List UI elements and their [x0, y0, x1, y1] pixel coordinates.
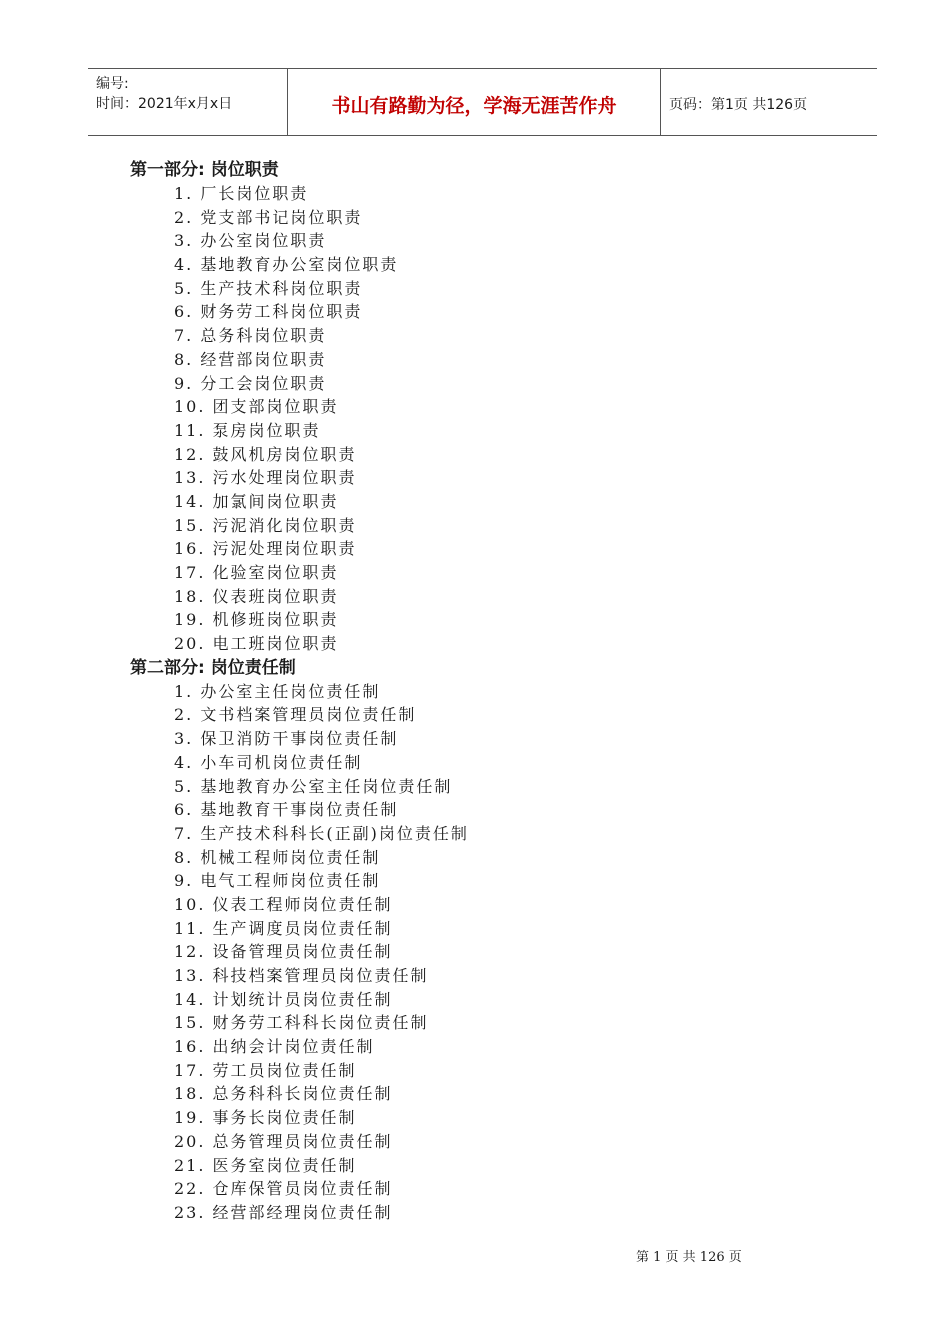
list-item: 12. 设备管理员岗位责任制	[174, 942, 393, 962]
list-item: 8. 经营部岗位职责	[174, 349, 327, 369]
list-item: 7. 总务科岗位职责	[174, 326, 327, 346]
header-meta-cell	[88, 69, 288, 135]
section	[130, 158, 830, 656]
list-item: 4. 小车司机岗位责任制	[174, 752, 363, 772]
header-motto-cell	[288, 69, 661, 135]
list-item: 10. 团支部岗位职责	[174, 397, 339, 417]
list-item: 17. 化验室岗位职责	[174, 563, 339, 582]
list-item: 23. 经营部经理岗位责任制	[174, 1202, 393, 1222]
list-item: 19. 事务长岗位责任制	[174, 1108, 357, 1128]
document-header	[88, 68, 877, 136]
table-of-contents	[130, 158, 830, 1225]
list-item: 20. 总务管理员岗位责任制	[174, 1131, 393, 1151]
page-footer: 第 1 页 共 126 页	[636, 1250, 742, 1265]
list-item: 14. 加氯间岗位职责	[174, 491, 339, 511]
section	[130, 656, 830, 1225]
section-title: 第一部分: 岗位职责	[130, 160, 279, 180]
list-item: 2. 文书档案管理员岗位责任制	[174, 705, 417, 725]
list-item: 15. 污泥消化岗位职责	[174, 515, 357, 535]
list-item: 5. 基地教育办公室主任岗位责任制	[174, 776, 453, 796]
list-item: 22. 仓库保管员岗位责任制	[174, 1179, 393, 1199]
list-item: 7. 生产技术科科长(正副)岗位责任制	[174, 823, 469, 843]
list-item: 1. 厂长岗位职责	[174, 184, 309, 203]
list-item: 4. 基地教育办公室岗位职责	[174, 255, 399, 275]
list-item: 20. 电工班岗位职责	[174, 634, 339, 654]
list-item: 15. 财务劳工科科长岗位责任制	[174, 1013, 429, 1033]
list-item: 11. 生产调度员岗位责任制	[174, 918, 393, 938]
list-item: 2. 党支部书记岗位职责	[174, 207, 363, 227]
list-item: 11. 泵房岗位职责	[174, 420, 321, 440]
number-label: 编号:	[96, 76, 129, 92]
list-item: 8. 机械工程师岗位责任制	[174, 847, 381, 867]
list-item: 9. 电气工程师岗位责任制	[174, 871, 381, 891]
list-item: 13. 污水处理岗位职责	[174, 468, 357, 488]
list-item: 16. 污泥处理岗位职责	[174, 539, 357, 559]
list-item: 12. 鼓风机房岗位职责	[174, 444, 357, 464]
list-item: 9. 分工会岗位职责	[174, 373, 327, 393]
list-item: 18. 总务科科长岗位责任制	[174, 1084, 393, 1104]
list-item: 14. 计划统计员岗位责任制	[174, 989, 393, 1009]
list-item: 17. 劳工员岗位责任制	[174, 1060, 357, 1080]
motto: 书山有路勤为径，学海无涯苦作舟	[331, 95, 617, 117]
list-item: 6. 财务劳工科岗位职责	[174, 302, 363, 322]
list-item: 10. 仪表工程师岗位责任制	[174, 894, 393, 914]
list-item: 6. 基地教育干事岗位责任制	[174, 800, 399, 820]
section-title: 第二部分: 岗位责任制	[130, 657, 296, 678]
list-item: 16. 出纳会计岗位责任制	[174, 1037, 375, 1057]
list-item: 1. 办公室主任岗位责任制	[174, 681, 381, 701]
header-page-cell	[661, 69, 877, 135]
list-item: 3. 办公室岗位职责	[174, 231, 327, 251]
list-item: 18. 仪表班岗位职责	[174, 586, 339, 606]
list-item: 19. 机修班岗位职责	[174, 610, 339, 630]
list-item: 13. 科技档案管理员岗位责任制	[174, 966, 429, 985]
time-label: 时间：2021年x月x日	[96, 96, 233, 112]
list-item: 21. 医务室岗位责任制	[174, 1155, 357, 1175]
list-item: 3. 保卫消防干事岗位责任制	[174, 729, 399, 749]
list-item: 5. 生产技术科岗位职责	[174, 278, 363, 298]
header-page-info: 页码：第1页 共126页	[669, 97, 808, 113]
